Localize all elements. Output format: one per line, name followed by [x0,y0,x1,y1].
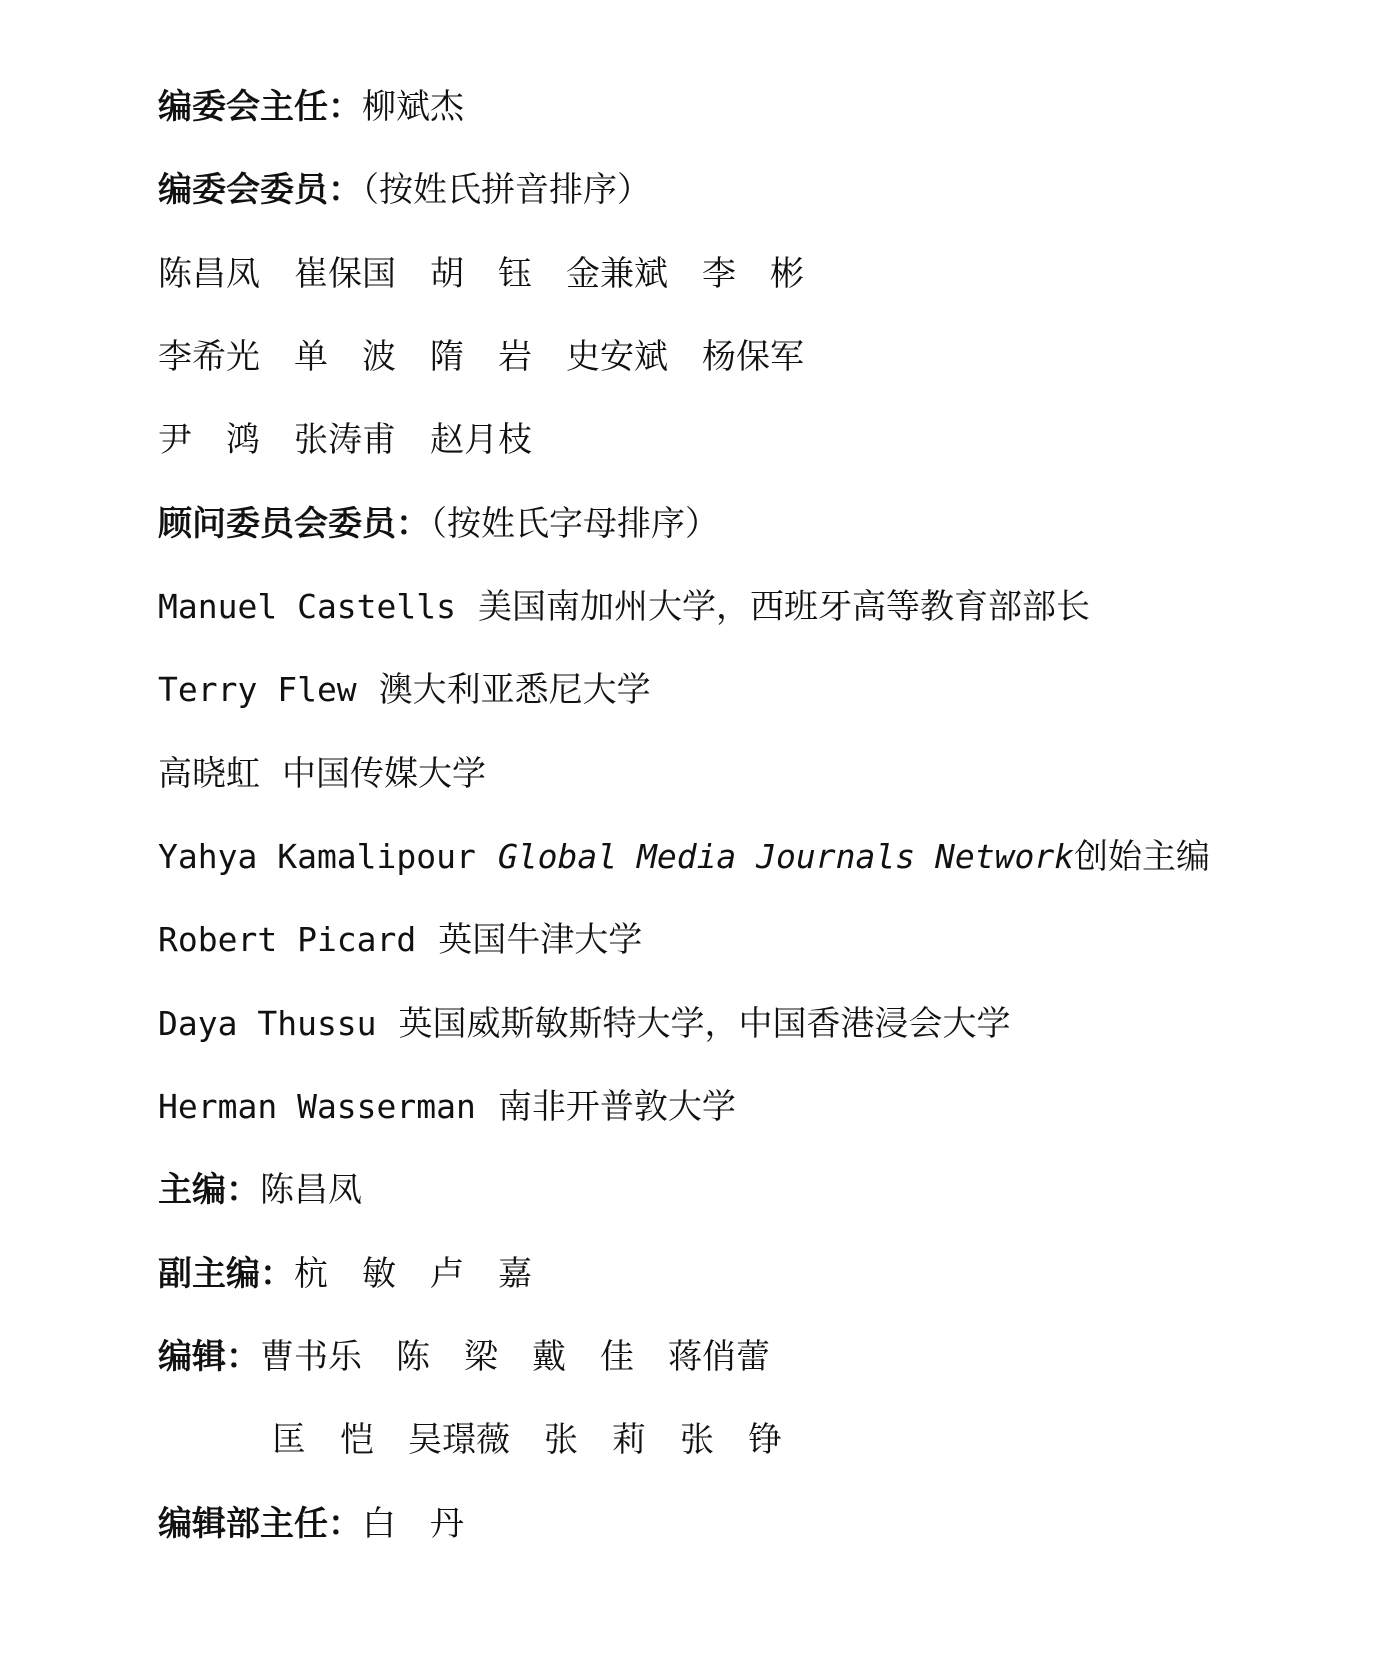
advisory-heading [158,499,719,549]
editor-in-chief-line [158,1165,362,1215]
editors-line-1 [158,1332,770,1382]
committee-members-note: （按姓氏拼音排序） [362,170,651,210]
advisory-member-row [158,915,642,965]
advisory-member-row [158,749,486,799]
committee-director-label: 编委会主任： [158,87,362,127]
member-name: 单 波 [294,337,396,377]
advisor-affiliation: 创始主编 [1074,837,1211,877]
editor-in-chief-name: 陈昌凤 [260,1170,362,1210]
editors-line-2 [272,1415,782,1465]
member-name: 李希光 [158,337,260,377]
office-director-name: 白 丹 [362,1504,464,1544]
advisor-name: Yahya Kamalipour [158,837,476,876]
advisor-affiliation: 南非开普敦大学 [497,1087,736,1127]
advisor-affiliation: 美国南加州大学，西班牙高等教育部部长 [478,587,1091,627]
member-name: 胡 钰 [430,254,532,294]
advisor-name: Terry Flew [158,670,357,709]
committee-director-name: 柳斌杰 [362,87,464,127]
deputy-editor-name: 杭 敏 [294,1254,396,1294]
editor-name: 曹书乐 [260,1337,362,1377]
advisor-affiliation: 英国威斯敏斯特大学，中国香港浸会大学 [398,1004,1011,1044]
advisor-name: Robert Picard [158,920,417,959]
advisor-name: Herman Wasserman [158,1087,476,1126]
advisory-member-row [158,665,651,715]
committee-members-heading [158,165,651,215]
editor-in-chief-label: 主编： [158,1170,260,1210]
member-name: 史安斌 [566,337,668,377]
committee-members-row-3 [158,415,532,465]
member-name: 李 彬 [702,254,804,294]
office-director-label: 编辑部主任： [158,1504,362,1544]
editor-name: 张 铮 [680,1420,782,1460]
deputy-editor-name: 卢 嘉 [430,1254,532,1294]
committee-members-row-1 [158,249,804,299]
advisor-name: 高晓虹 [158,754,260,794]
advisor-affiliation: 澳大利亚悉尼大学 [378,670,651,710]
editor-name: 戴 佳 [532,1337,634,1377]
member-name: 张涛甫 [294,420,396,460]
editors-label: 编辑： [158,1337,260,1377]
editor-name: 张 莉 [544,1420,646,1460]
advisory-note: （按姓氏字母排序） [430,504,719,544]
committee-members-row-2 [158,332,804,382]
advisory-label: 顾问委员会委员： [158,504,430,544]
committee-director-line [158,82,464,132]
member-name: 尹 鸿 [158,420,260,460]
member-name: 杨保军 [702,337,804,377]
advisory-member-row [158,999,1011,1049]
member-name: 赵月枝 [430,420,532,460]
editor-name: 匡 恺 [272,1420,374,1460]
advisor-name: Daya Thussu [158,1004,377,1043]
advisory-member-row [158,1082,736,1132]
advisory-member-row [158,832,1210,882]
advisor-affiliation: 中国传媒大学 [282,754,486,794]
editor-name: 吴璟薇 [408,1420,510,1460]
advisor-name: Manuel Castells [158,587,457,626]
advisor-affiliation: 英国牛津大学 [438,920,643,960]
advisory-member-row [158,582,1090,632]
member-name: 隋 岩 [430,337,532,377]
editor-name: 蒋俏蕾 [668,1337,770,1377]
office-director-line [158,1499,464,1549]
member-name: 陈昌凤 [158,254,260,294]
committee-members-label: 编委会委员： [158,170,362,210]
deputy-editors-label: 副主编： [158,1254,294,1294]
member-name: 崔保国 [294,254,396,294]
member-name: 金兼斌 [566,254,668,294]
advisor-affiliation-italic: Global Media Journals Network [497,837,1075,876]
editor-name: 陈 梁 [396,1337,498,1377]
deputy-editors-line [158,1249,532,1299]
